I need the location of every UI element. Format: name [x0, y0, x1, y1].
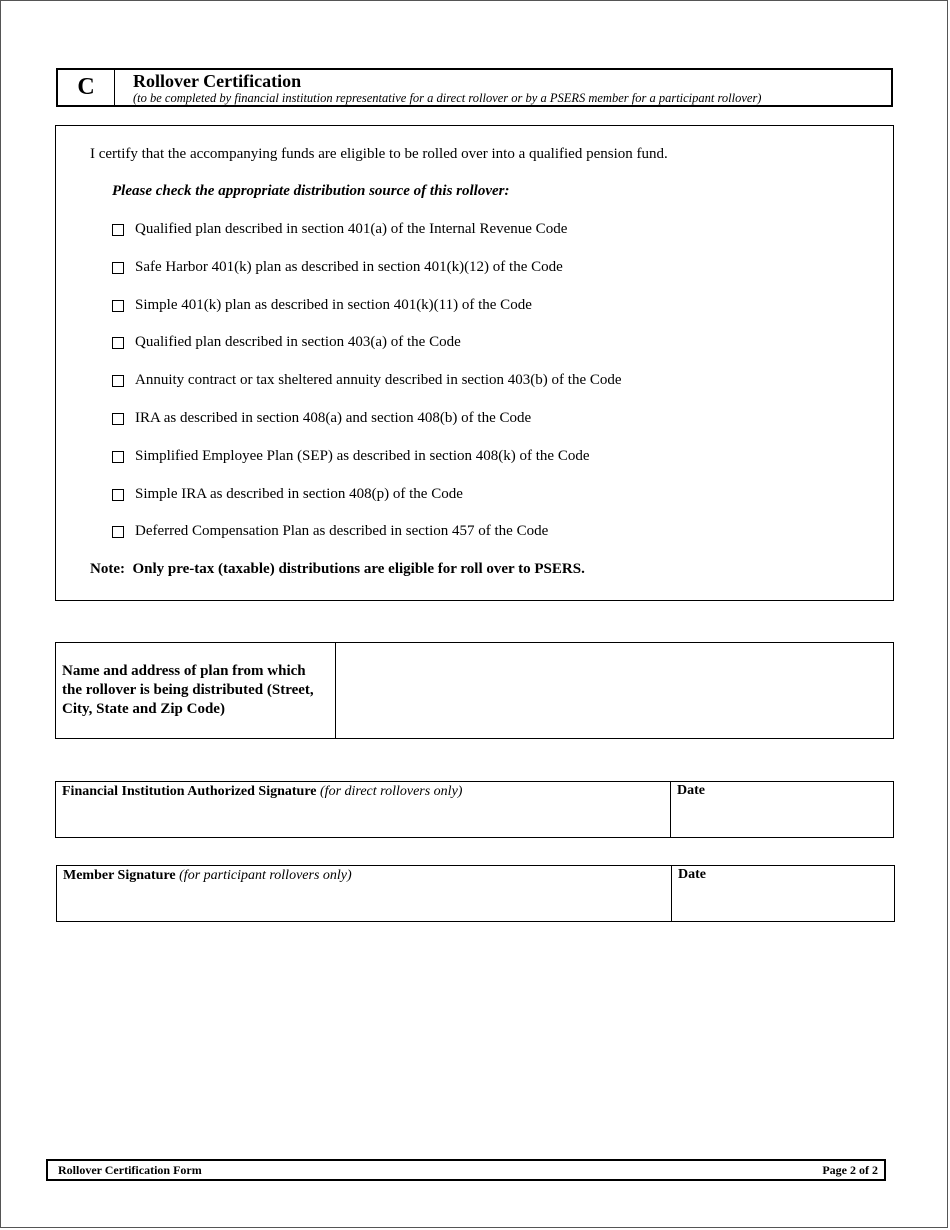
distribution-source-heading: Please check the appropriate distribution source of this rollover: [112, 183, 510, 199]
plan-name-address-field[interactable] [336, 643, 893, 738]
section-subtitle: (to be completed by financial institution representative for a direct rollover or by a PSERS member for a participant rollover) [133, 91, 762, 105]
fi-signature-qualifier: (for direct rollovers only) [320, 784, 463, 799]
checkbox-403b[interactable] [112, 375, 124, 387]
financial-institution-signature-field[interactable] [56, 782, 671, 837]
checkbox-408ab[interactable] [112, 413, 124, 425]
checkbox-408p[interactable] [112, 489, 124, 501]
checkbox-401k12[interactable] [112, 262, 124, 274]
member-signature-field[interactable] [57, 866, 672, 921]
member-date-field[interactable] [672, 866, 894, 921]
checkbox-401k11[interactable] [112, 300, 124, 312]
option-label: Qualified plan described in section 401(a) of the Internal Revenue Code [135, 221, 568, 237]
option-label: Simple IRA as described in section 408(p) of the Code [135, 485, 463, 502]
option-label: Annuity contract or tax sheltered annuity described in section 403(b) of the Code [135, 372, 622, 389]
certification-statement: I certify that the accompanying funds are eligible to be rolled over into a qualified pension fund. [90, 146, 668, 162]
option-408k[interactable] [112, 448, 622, 486]
certification-box [55, 125, 894, 601]
member-signature-label: Member Signature [63, 868, 176, 883]
section-title: Rollover Certification [133, 71, 302, 91]
member-date-label: Date [678, 867, 706, 882]
pretax-note: Note: Only pre-tax (taxable) distributions are eligible for roll over to PSERS. [90, 561, 585, 577]
option-label: Qualified plan described in section 403(a) of the Code [135, 334, 461, 351]
option-408p[interactable] [112, 486, 622, 524]
plan-name-address-label: Name and address of plan from which the rollover is being distributed (Street, City, State and Zip Code) [56, 643, 336, 738]
section-letter: C [58, 70, 115, 105]
option-403a[interactable] [112, 334, 622, 372]
option-label: IRA as described in section 408(a) and section 408(b) of the Code [135, 409, 532, 426]
option-401a[interactable] [112, 221, 622, 259]
checkbox-401a[interactable] [112, 224, 124, 236]
footer-page-number: Page 2 of 2 [822, 1162, 878, 1177]
distribution-source-options [112, 221, 622, 561]
member-signature-qualifier: (for participant rollovers only) [179, 868, 352, 883]
option-401k12[interactable] [112, 259, 622, 297]
option-457[interactable] [112, 523, 622, 561]
plan-name-address-row [55, 642, 894, 739]
fi-date-field[interactable] [671, 782, 893, 837]
member-signature-row [56, 865, 895, 922]
section-header [56, 68, 893, 107]
option-403b[interactable] [112, 372, 622, 410]
option-label: Safe Harbor 401(k) plan as described in section 401(k)(12) of the Code [135, 258, 563, 275]
fi-date-label: Date [677, 783, 705, 798]
option-401k11[interactable] [112, 297, 622, 335]
option-408ab[interactable] [112, 410, 622, 448]
checkbox-408k[interactable] [112, 451, 124, 463]
checkbox-403a[interactable] [112, 337, 124, 349]
option-label: Deferred Compensation Plan as described in section 457 of the Code [135, 523, 549, 540]
page-footer [46, 1159, 886, 1181]
footer-form-name: Rollover Certification Form [58, 1162, 202, 1177]
option-label: Simplified Employee Plan (SEP) as described in section 408(k) of the Code [135, 447, 590, 464]
section-titles [115, 70, 761, 105]
financial-institution-signature-row [55, 781, 894, 838]
fi-signature-label: Financial Institution Authorized Signature [62, 784, 317, 799]
checkbox-457[interactable] [112, 526, 124, 538]
option-label: Simple 401(k) plan as described in section 401(k)(11) of the Code [135, 296, 532, 313]
